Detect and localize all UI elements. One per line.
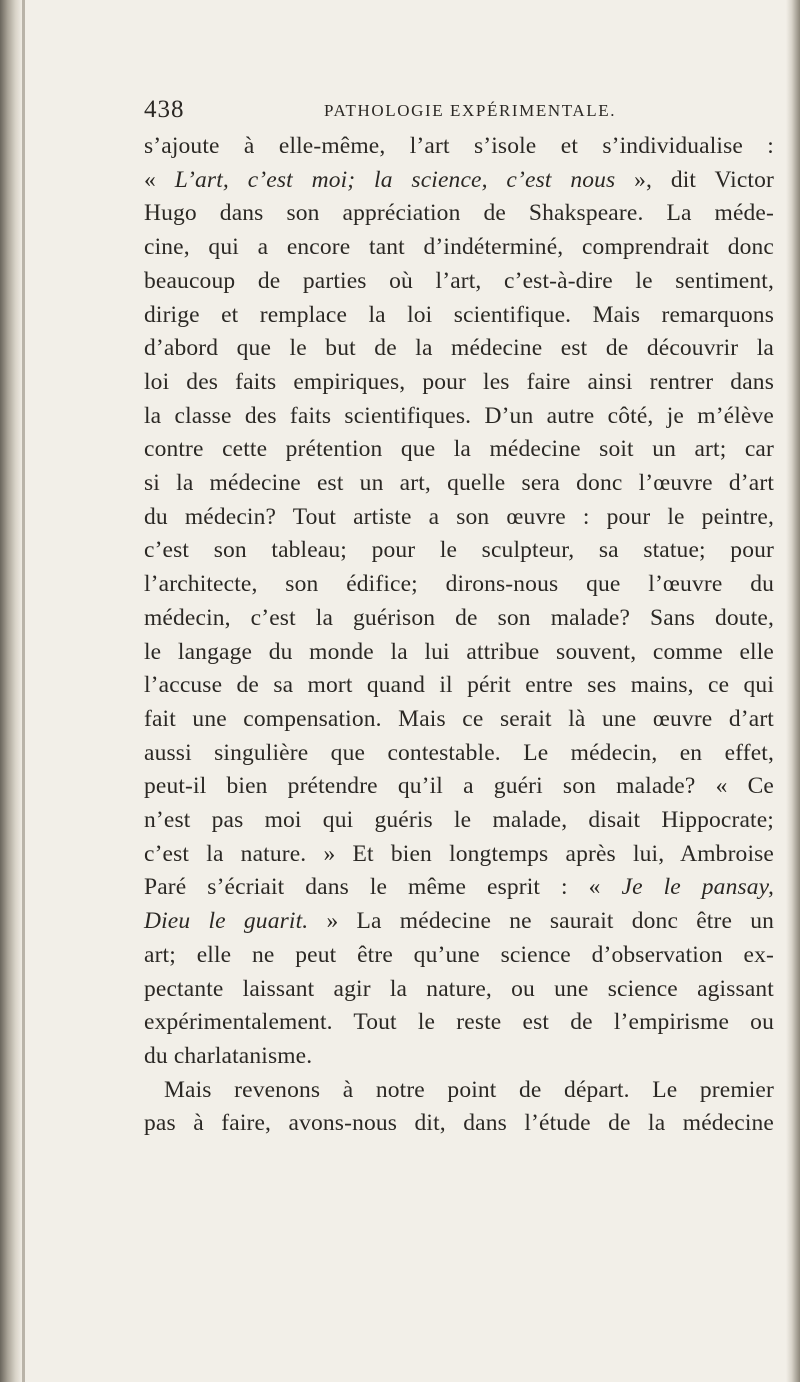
- text-line: [144, 433, 774, 467]
- text-segment: », dit Victor: [615, 166, 774, 193]
- running-title: PATHOLOGIE EXPÉRIMENTALE.: [324, 101, 617, 120]
- text-segment: «: [144, 166, 175, 193]
- text-line: [144, 1006, 774, 1040]
- text-segment: loi des faits empiriques, pour les faire ainsi rentrer dans: [144, 368, 774, 395]
- text-segment: » La médecine ne saurait donc être un: [308, 908, 774, 935]
- text-line: [144, 366, 774, 400]
- binding-edge: [22, 0, 25, 1382]
- text-segment: pectante laissant agir la nature, ou une science agissant: [144, 975, 774, 1002]
- text-segment: cine, qui a encore tant d’indéterminé, comprendrait donc: [144, 234, 774, 261]
- text-line: [144, 636, 774, 670]
- text-segment: c’est son tableau; pour le sculpteur, sa statue; pour: [144, 537, 774, 564]
- body-text: [144, 130, 774, 1141]
- text-line: [144, 197, 774, 231]
- text-line: [144, 871, 774, 905]
- text-line: [144, 905, 774, 939]
- text-line: [144, 669, 774, 703]
- text-line: [144, 265, 774, 299]
- text-segment: d’abord que le but de la médecine est de découvrir la: [144, 335, 774, 362]
- text-line: [144, 838, 774, 872]
- text-line: [144, 534, 774, 568]
- text-line: [144, 164, 774, 198]
- text-segment: du médecin? Tout artiste a son œuvre : pour le peintre,: [144, 503, 774, 530]
- text-line: [144, 602, 774, 636]
- running-head: [144, 92, 774, 130]
- italic-text: L’art, c’est moi; la science, c’est nous: [174, 166, 616, 193]
- text-segment: art; elle ne peut être qu’une science d’observation ex-: [144, 941, 774, 968]
- italic-text: Dieu le guarit.: [144, 908, 309, 935]
- text-segment: s’ajoute à elle-même, l’art s’isole et s’individualise :: [144, 133, 774, 159]
- text-line: [144, 737, 774, 771]
- text-segment: médecin, c’est la guérison de son malade? Sans doute,: [144, 604, 774, 631]
- page-edge-shadow: [786, 0, 800, 1382]
- text-segment: le langage du monde la lui attribue souvent, comme elle: [144, 638, 774, 665]
- text-line: [144, 939, 774, 973]
- text-segment: contre cette prétention que la médecine soit un art; car: [144, 436, 774, 463]
- text-segment: expérimentalement. Tout le reste est de l’empirisme ou: [144, 1009, 774, 1036]
- text-segment: l’architecte, son édifice; dirons-nous que l’œuvre du: [144, 571, 774, 598]
- text-segment: fait une compensation. Mais ce serait là une œuvre d’art: [144, 705, 774, 732]
- text-segment: beaucoup de parties où l’art, c’est-à-dire le sentiment,: [144, 267, 774, 294]
- text-line: [144, 770, 774, 804]
- italic-text: Je le pansay,: [621, 874, 774, 901]
- page-number: 438: [144, 96, 185, 123]
- text-line: [144, 1107, 774, 1141]
- text-segment: Hugo dans son appréciation de Shakspeare. La méde-: [144, 200, 774, 227]
- text-line: [144, 568, 774, 602]
- text-line: [144, 332, 774, 366]
- text-segment: peut-il bien prétendre qu’il a guéri son malade? « Ce: [144, 773, 774, 800]
- text-segment: si la médecine est un art, quelle sera donc l’œuvre d’art: [144, 470, 774, 497]
- text-line: [144, 400, 774, 434]
- text-segment: c’est la nature. » Et bien longtemps après lui, Ambroise: [144, 840, 774, 867]
- text-line: [144, 130, 774, 164]
- text-segment: l’accuse de sa mort quand il périt entre ses mains, ce qui: [144, 672, 774, 699]
- text-segment: la classe des faits scientifiques. D’un autre côté, je m’élève: [144, 402, 774, 429]
- text-segment: dirige et remplace la loi scientifique. Mais remarquons: [144, 301, 774, 328]
- text-line: [144, 467, 774, 501]
- text-segment: pas à faire, avons-nous dit, dans l’étude de la médecine: [144, 1110, 774, 1137]
- book-binding-shadow: [0, 0, 22, 1382]
- text-line: [144, 501, 774, 535]
- text-segment: aussi singulière que contestable. Le médecin, en effet,: [144, 739, 774, 766]
- text-segment: Mais revenons à notre point de départ. Le premier: [164, 1076, 774, 1103]
- text-line: [144, 299, 774, 333]
- text-segment: n’est pas moi qui guéris le malade, disait Hippocrate;: [144, 807, 774, 834]
- text-segment: du charlatanisme.: [144, 1042, 313, 1069]
- text-line: [144, 703, 774, 737]
- text-line: [144, 231, 774, 265]
- text-line: [144, 804, 774, 838]
- text-segment: Paré s’écriait dans le même esprit : «: [144, 874, 622, 901]
- text-line: [144, 973, 774, 1007]
- book-page: [144, 92, 774, 1141]
- text-line: [144, 1074, 774, 1108]
- text-line: [144, 1040, 774, 1074]
